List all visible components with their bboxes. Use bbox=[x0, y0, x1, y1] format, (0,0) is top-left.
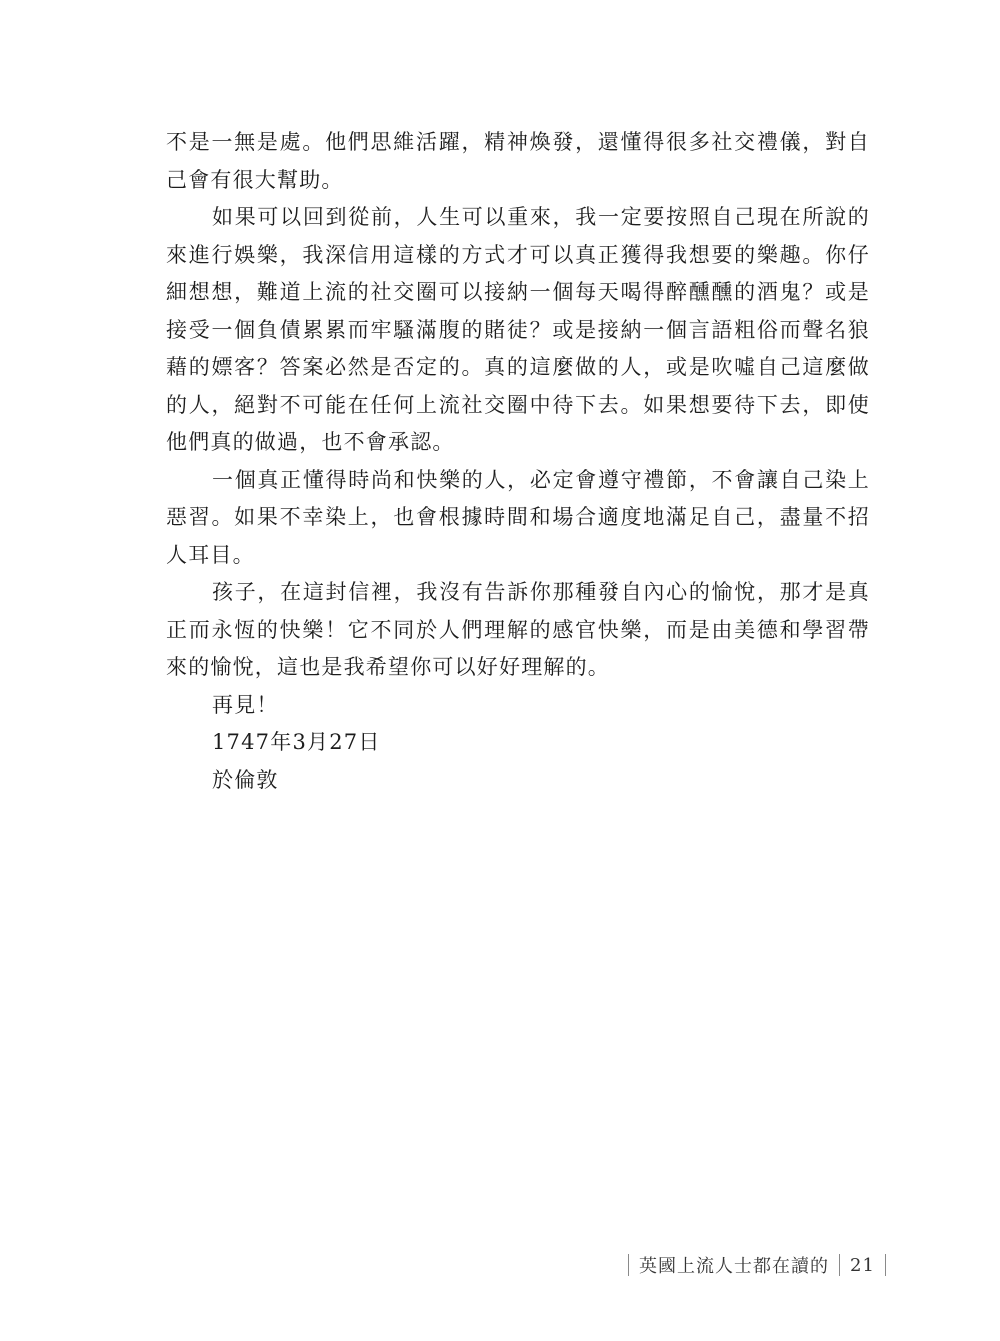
page-number: 21 bbox=[850, 1254, 875, 1276]
paragraph: 如果可以回到從前，人生可以重來，我一定要按照自己現在所說的來進行娛樂，我深信用這樣的方式才可以真正獲得我想要的樂趣。你仔細想想，難道上流的社交圈可以接納一個每天喝得醉醺醺的酒鬼？或是接受一個負債累累而牢騷滿腹的賭徒？或是接納一個言語粗俗而聲名狼藉的嫖客？答案必然是否定的。真的這麼做的人，或是吹噓自己這麼做的人，絕對不可能在任何上流社交圈中待下去。如果想要待下去，即使他們真的做過，也不會承認。 bbox=[166, 205, 870, 454]
paragraph-continuation: 不是一無是處。他們思維活躍，精神煥發，還懂得很多社交禮儀，對自己會有很大幫助。 bbox=[166, 130, 870, 192]
footer-divider bbox=[839, 1254, 840, 1276]
footer-divider bbox=[628, 1254, 629, 1276]
footer-divider bbox=[885, 1254, 886, 1276]
paragraph: 一個真正懂得時尚和快樂的人，必定會遵守禮節，不會讓自己染上惡習。如果不幸染上，也會根據時間和場合適度地滿足自己，盡量不招人耳目。 bbox=[166, 467, 870, 567]
paragraph: 孩子，在這封信裡，我沒有告訴你那種發自內心的愉悅，那才是真正而永恆的快樂！它不同於人們理解的感官快樂，而是由美德和學習帶來的愉悅，這也是我希望你可以好好理解的。 bbox=[166, 580, 870, 679]
closing-place: 於倫敦 bbox=[212, 767, 279, 792]
closing-date: 1747年3月27日 bbox=[212, 730, 381, 754]
page-footer bbox=[620, 1248, 894, 1282]
closing-farewell: 再見！ bbox=[212, 692, 279, 717]
running-title: 英國上流人士都在讀的 bbox=[639, 1256, 829, 1277]
letter-body bbox=[166, 124, 870, 799]
